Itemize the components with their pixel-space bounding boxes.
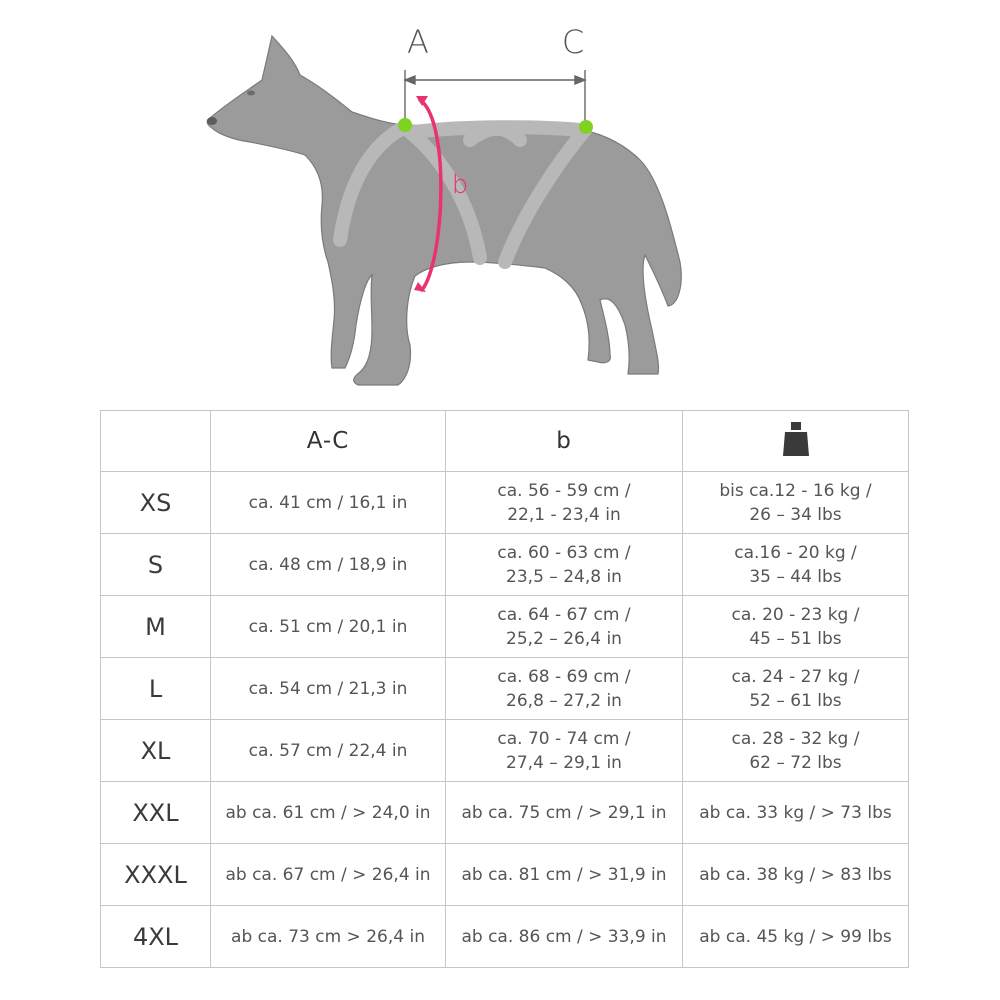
girth-value-line: ca. 68 - 69 cm / xyxy=(497,666,631,687)
ac-value: ab ca. 67 cm / > 26,4 in xyxy=(211,844,446,906)
header-b: b xyxy=(446,411,683,472)
girth-value-line: 23,5 – 24,8 in xyxy=(506,566,622,587)
weight-value xyxy=(683,906,909,968)
size-label: XXL xyxy=(101,782,211,844)
size-label: M xyxy=(101,596,211,658)
label-a: A xyxy=(407,23,429,61)
size-label: XXXL xyxy=(101,844,211,906)
table-row xyxy=(101,906,909,968)
table-row xyxy=(101,596,909,658)
girth-value-line: 26,8 – 27,2 in xyxy=(506,690,622,711)
weight-value xyxy=(683,720,909,782)
girth-value-line: ca. 60 - 63 cm / xyxy=(497,542,631,563)
header-weight xyxy=(683,411,909,472)
label-b: b xyxy=(451,170,469,200)
header-ac: A-C xyxy=(211,411,446,472)
weight-value-line: 35 – 44 lbs xyxy=(749,566,842,587)
size-label: XS xyxy=(101,472,211,534)
size-label: XL xyxy=(101,720,211,782)
weight-value-line: 26 – 34 lbs xyxy=(749,504,842,525)
girth-value-line: 27,4 – 29,1 in xyxy=(506,752,622,773)
weight-value-line: bis ca.12 - 16 kg / xyxy=(719,480,872,501)
dog-harness-diagram xyxy=(0,0,1000,400)
ac-value: ca. 48 cm / 18,9 in xyxy=(211,534,446,596)
weight-value-line: ca. 20 - 23 kg / xyxy=(731,604,860,625)
size-label: L xyxy=(101,658,211,720)
marker-a xyxy=(398,118,412,132)
ac-value: ca. 54 cm / 21,3 in xyxy=(211,658,446,720)
table-row xyxy=(101,720,909,782)
girth-value-line: 22,1 - 23,4 in xyxy=(507,504,621,525)
girth-value-line: ab ca. 81 cm / > 31,9 in xyxy=(461,864,667,885)
ac-value: ca. 51 cm / 20,1 in xyxy=(211,596,446,658)
weight-value-line: 45 – 51 lbs xyxy=(749,628,842,649)
weight-value-line: ab ca. 38 kg / > 83 lbs xyxy=(699,864,892,885)
size-table xyxy=(100,410,909,968)
weight-icon xyxy=(781,421,811,457)
label-c: C xyxy=(561,23,585,61)
table-row xyxy=(101,658,909,720)
marker-c xyxy=(579,120,593,134)
table-header-row xyxy=(101,411,909,472)
table-row xyxy=(101,782,909,844)
girth-value xyxy=(446,844,683,906)
weight-value-line: ab ca. 45 kg / > 99 lbs xyxy=(699,926,892,947)
table-row xyxy=(101,472,909,534)
girth-value xyxy=(446,720,683,782)
weight-value-line: ca. 28 - 32 kg / xyxy=(731,728,860,749)
size-label: 4XL xyxy=(101,906,211,968)
table-row xyxy=(101,844,909,906)
girth-value xyxy=(446,906,683,968)
weight-value-line: ab ca. 33 kg / > 73 lbs xyxy=(699,802,892,823)
ac-value: ca. 57 cm / 22,4 in xyxy=(211,720,446,782)
girth-value xyxy=(446,534,683,596)
girth-value xyxy=(446,472,683,534)
girth-value-line: ca. 64 - 67 cm / xyxy=(497,604,631,625)
girth-value-line: ca. 70 - 74 cm / xyxy=(497,728,631,749)
weight-value xyxy=(683,472,909,534)
weight-value-line: 62 – 72 lbs xyxy=(749,752,842,773)
girth-value-line: ab ca. 75 cm / > 29,1 in xyxy=(461,802,667,823)
weight-value-line: ca. 24 - 27 kg / xyxy=(731,666,860,687)
girth-value-line: ab ca. 86 cm / > 33,9 in xyxy=(461,926,667,947)
ac-value: ab ca. 73 cm > 26,4 in xyxy=(211,906,446,968)
dog-silhouette xyxy=(207,36,681,385)
girth-value xyxy=(446,658,683,720)
girth-value xyxy=(446,596,683,658)
ac-value: ab ca. 61 cm / > 24,0 in xyxy=(211,782,446,844)
ac-value: ca. 41 cm / 16,1 in xyxy=(211,472,446,534)
weight-value xyxy=(683,596,909,658)
girth-value-line: ca. 56 - 59 cm / xyxy=(497,480,631,501)
table-row xyxy=(101,534,909,596)
weight-value xyxy=(683,844,909,906)
weight-value-line: 52 – 61 lbs xyxy=(749,690,842,711)
weight-value xyxy=(683,534,909,596)
girth-value xyxy=(446,782,683,844)
weight-value xyxy=(683,658,909,720)
girth-value-line: 25,2 – 26,4 in xyxy=(506,628,622,649)
header-empty xyxy=(101,411,211,472)
weight-value xyxy=(683,782,909,844)
size-label: S xyxy=(101,534,211,596)
weight-value-line: ca.16 - 20 kg / xyxy=(734,542,857,563)
